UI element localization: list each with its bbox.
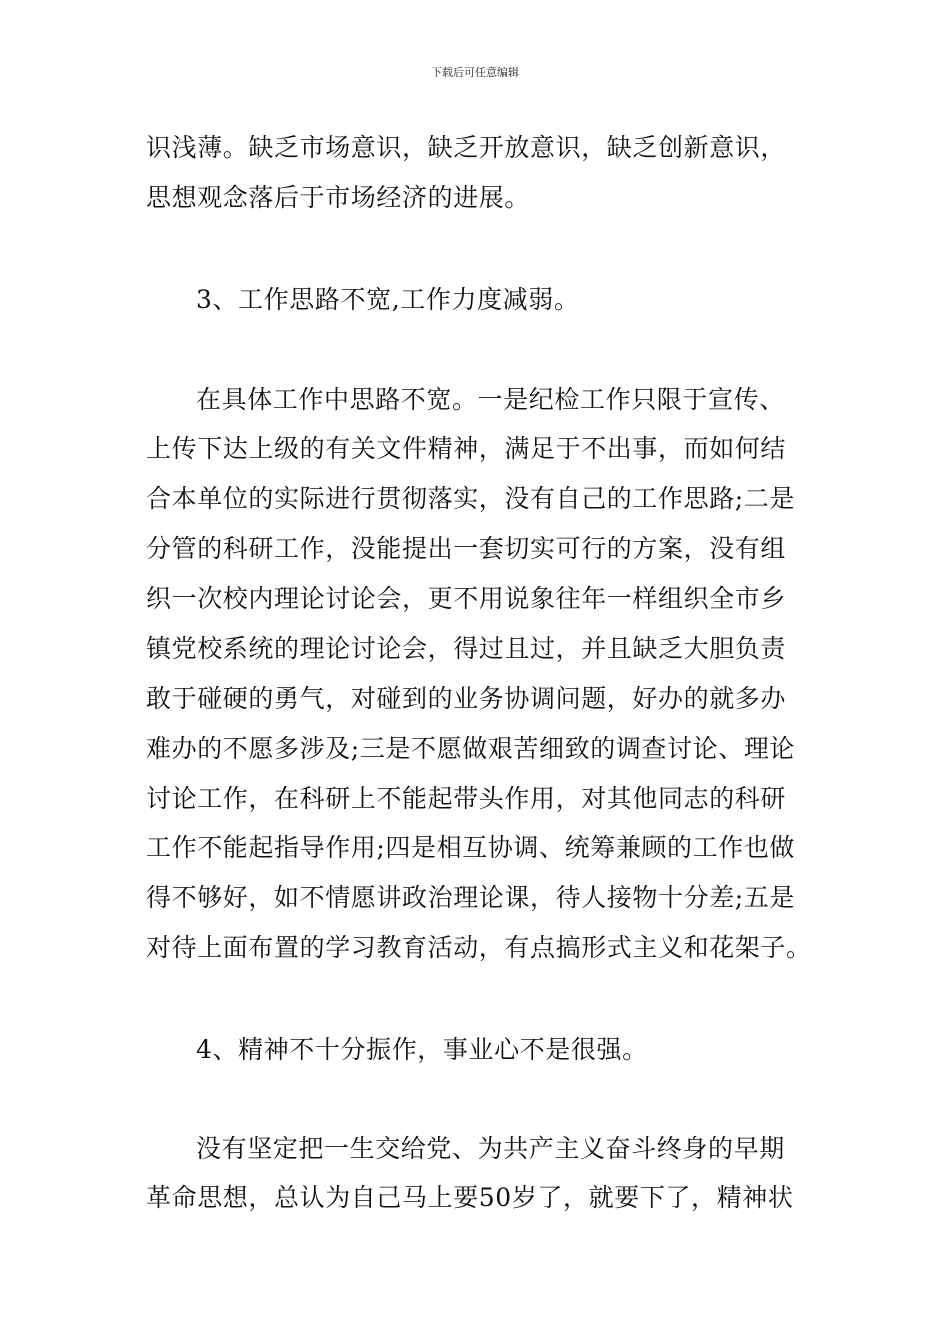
text-line: 讨论工作，在科研上不能起带头作用，对其他同志的科研	[146, 784, 787, 813]
text-line: 没有坚定把一生交给党、为共产主义奋斗终身的早期	[196, 1134, 785, 1163]
text-line: 难办的不愿多涉及;三是不愿做艰苦细致的调查讨论、理论	[146, 734, 796, 763]
text-line: 合本单位的实际进行贯彻落实，没有自己的工作思路;二是	[146, 484, 796, 513]
section-heading: 3、工作思路不宽,工作力度减弱。	[196, 285, 580, 314]
text-line: 得不够好，如不情愿讲政治理论课，待人接物十分差;五是	[146, 883, 796, 912]
text-line: 工作不能起指导作用;四是相互协调、统筹兼顾的工作也做	[146, 833, 796, 862]
text-line: 对待上面布置的学习教育活动，有点搞形式主义和花架子。	[146, 933, 812, 962]
text-line: 上传下达上级的有关文件精神，满足于不出事，而如何结	[146, 434, 787, 463]
text-line: 思想观念落后于市场经济的进展。	[146, 183, 531, 212]
text-line: 分管的科研工作，没能提出一套切实可行的方案，没有组	[146, 534, 787, 563]
section-heading: 4、精神不十分振作，事业心不是很强。	[196, 1035, 648, 1064]
text-line: 镇党校系统的理论讨论会，得过且过，并且缺乏大胆负责	[146, 634, 787, 663]
text-line: 识浅薄。缺乏市场意识，缺乏开放意识，缺乏创新意识，	[146, 133, 787, 162]
text-line: 织一次校内理论讨论会，更不用说象往年一样组织全市乡	[146, 584, 787, 613]
text-line: 革命思想，总认为自己马上要50岁了，就要下了，精神状	[146, 1183, 794, 1212]
text-line: 在具体工作中思路不宽。一是纪检工作只限于宣传、	[196, 385, 785, 414]
page-header-note: 下载后可任意编辑	[431, 66, 519, 79]
text-line: 敢于碰硬的勇气，对碰到的业务协调问题，好办的就多办	[146, 684, 787, 713]
